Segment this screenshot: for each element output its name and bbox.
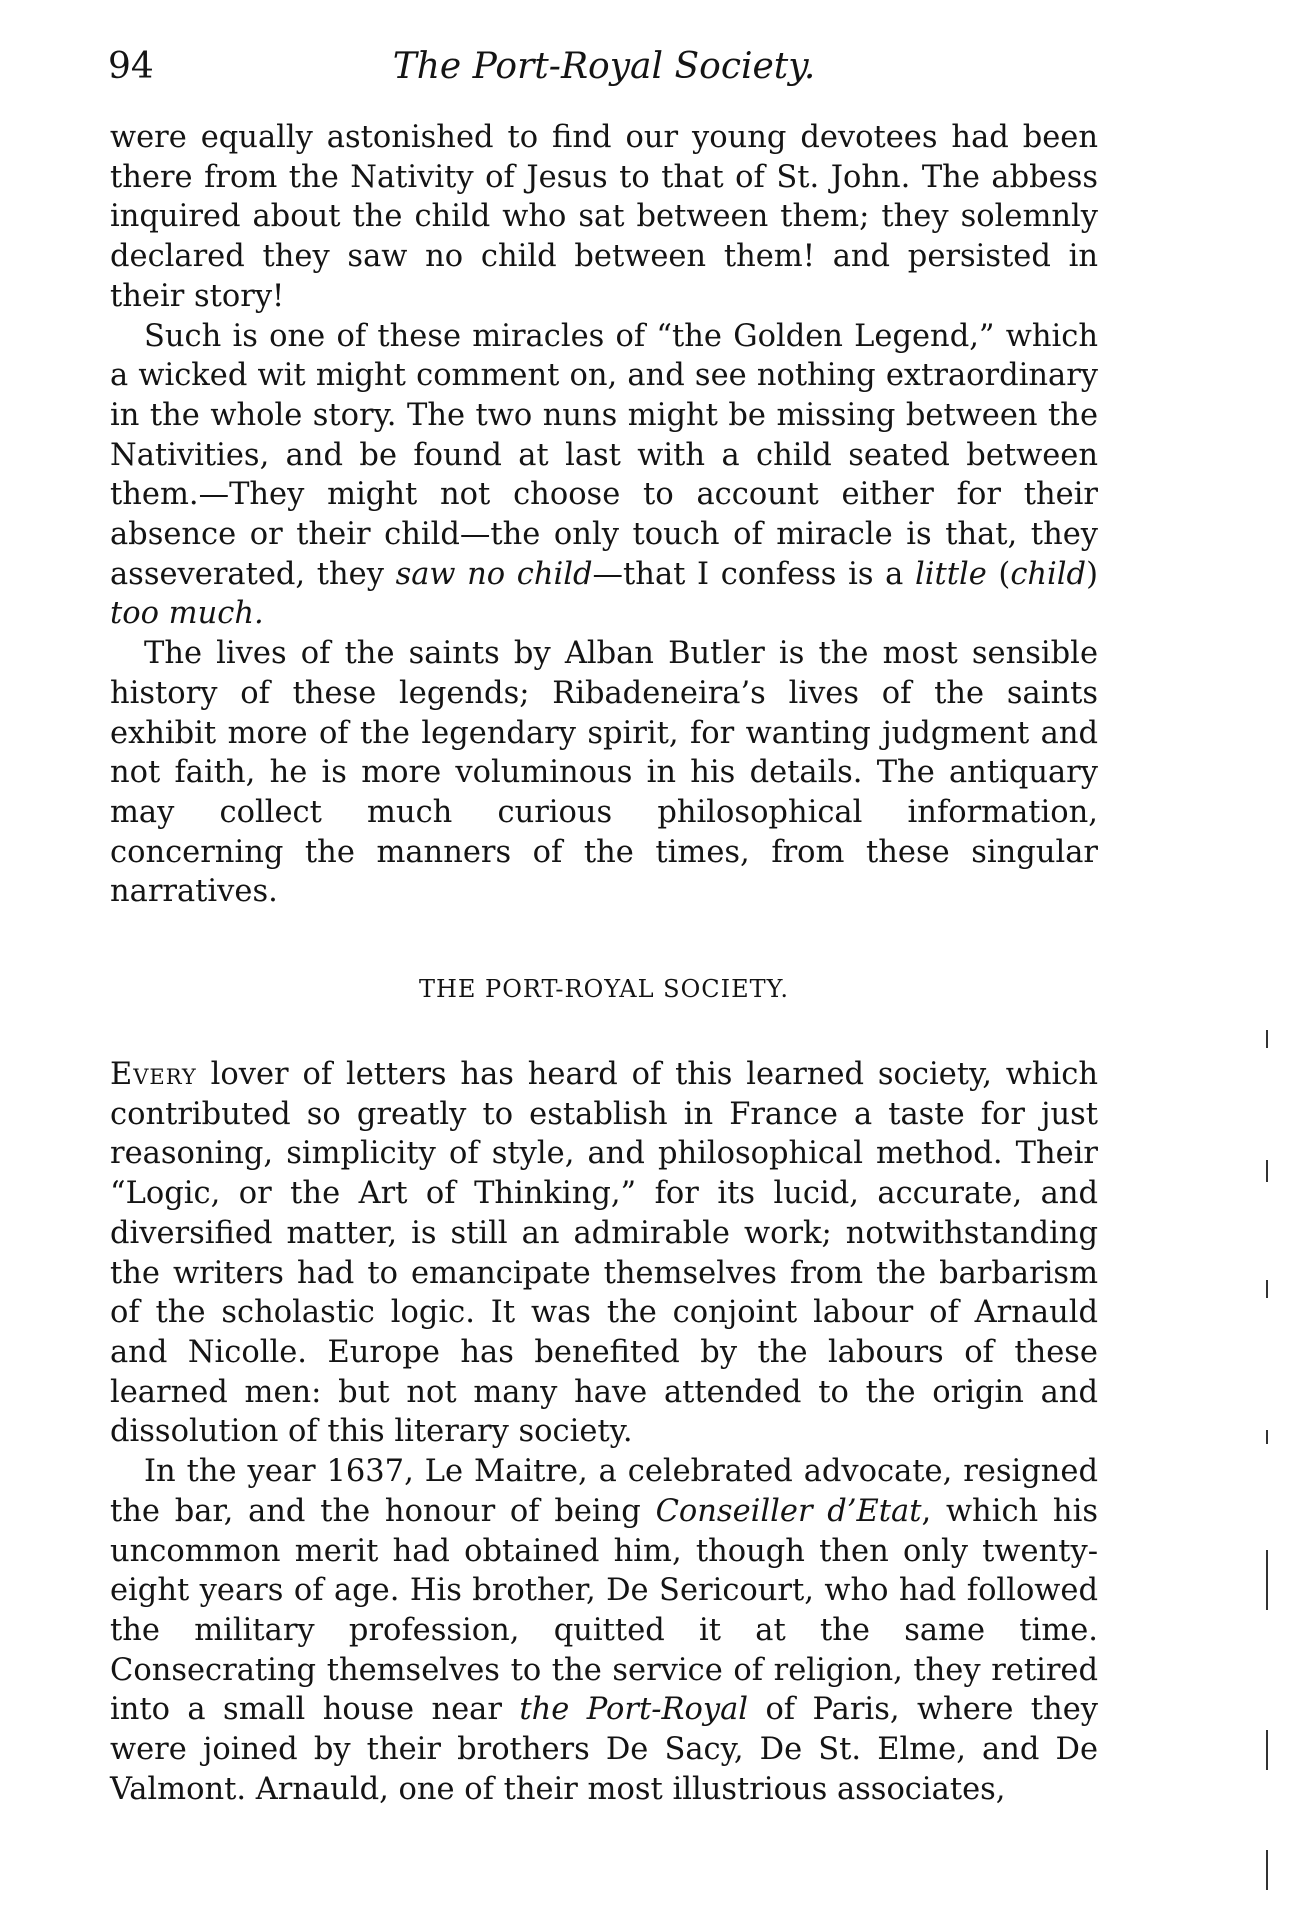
- running-title: The Port-Royal Society.: [392, 46, 816, 87]
- italic-run: the Port-Royal: [519, 1692, 749, 1728]
- section-heading: THE PORT-ROYAL SOCIETY.: [418, 975, 790, 1004]
- text-run: (: [986, 556, 1011, 592]
- paragraph: [110, 634, 1098, 912]
- italic-run: Conseiller d’Etat: [655, 1493, 922, 1529]
- paragraph: [110, 118, 1098, 317]
- paragraph: [110, 1055, 1098, 1452]
- text-run: of Paris, where they were joined by their brothers De Sacy, De St. Elme, and De Valmont. Arnauld, one of their most illustrious associates,: [110, 1692, 1098, 1807]
- italic-run: child: [1010, 556, 1087, 592]
- page-edge-shadow: [1262, 1030, 1274, 1910]
- text-run: , which his uncommon merit had obtained him, though then only twenty-eight years of age. His brother, De Sericourt, who had followed the military profession, quitted it at the same time. Consecrating themselves to the service of religion, they retired into a small house near: [110, 1493, 1098, 1728]
- text-run: In the year 1637, Le Maitre, a celebrated advocate, resigned the bar, and the honour of being: [110, 1454, 1098, 1529]
- paragraph: [110, 1452, 1098, 1809]
- italic-run: saw no child: [395, 556, 593, 592]
- text-run: The lives of the saints by Alban Butler is the most sensible history of these legends; Ribadeneira’s lives of the saints exhibit more of the legendary spirit, for wanting judgment and not faith, he is more voluminous in his details. The antiquary may collect much curious philosophical information, concerning the manners of the times, from these singular narratives.: [110, 636, 1098, 910]
- running-head: [108, 42, 1100, 92]
- italic-run: too much.: [110, 596, 264, 632]
- text-run: ): [1086, 556, 1098, 592]
- text-run: —that I confess is a: [592, 556, 915, 592]
- text-run: were equally astonished to find our young devotees had been there from the Nativity of Jesus to that of St. John. The abbess inquired about the child who sat between them; they solemnly declared they saw no child between them! and persisted in their story!: [110, 120, 1098, 314]
- text-run: lover of letters has heard of this learned society, which contributed so greatly to establish in France a taste for just reasoning, simplicity of style, and philosophical method. Their “Logic, or the Art of Thinking,” for its lucid, accurate, and diversified matter, is still an admirable work; notwithstanding the writers had to emancipate themselves from the barbarism of the scholastic logic. It was the conjoint labour of Arnauld and Nicolle. Europe has benefited by the labours of these learned men: but not many have attended to the origin and dissolution of this literary society.: [110, 1057, 1098, 1450]
- text-block: [110, 118, 1098, 1809]
- page-number: 94: [108, 46, 154, 87]
- small-caps-run: Every: [110, 1057, 197, 1093]
- italic-run: little: [914, 556, 987, 592]
- paragraph: [110, 317, 1098, 635]
- text-run: Such is one of these miracles of “the Golden Legend,” which a wicked wit might comment on, and see nothing extraordinary in the whole story. The two nuns might be missing between the Nativities, and be found at last with a child seated between them.—They might not choose to account either for their absence or their child—the only touch of miracle is that, they asseverated, they: [110, 318, 1098, 592]
